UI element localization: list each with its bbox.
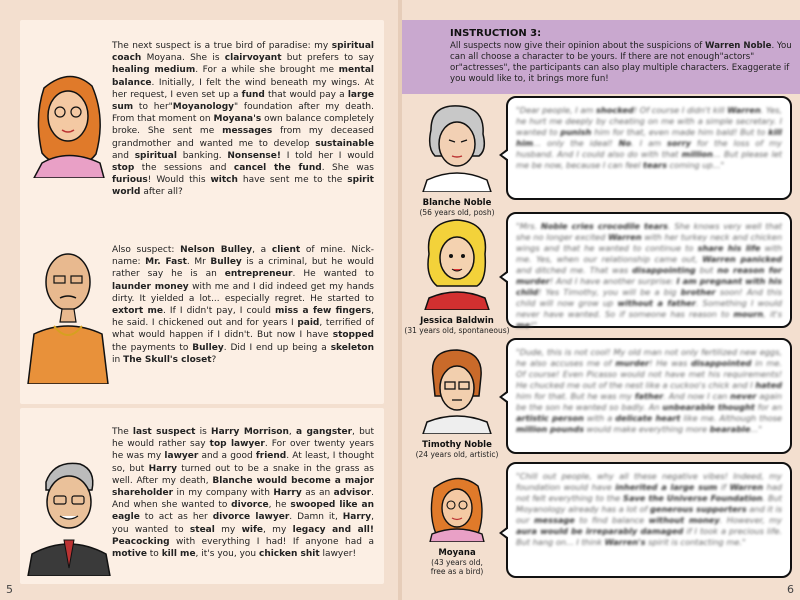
character-name: Jessica Baldwin (420, 316, 494, 326)
speech-bubble-timothy (506, 338, 792, 454)
timothy-noble-portrait (417, 342, 497, 434)
character-name: Moyana (438, 548, 476, 558)
character-description: (24 years old, artistic) (415, 450, 499, 459)
harry-morrison-portrait (24, 446, 112, 576)
speech-text-moyana: "Chill out people, why all these negative vibes! Indeed, my foundation would have inherited a large sum if Warren had not felt everything to the Save the Universe Foundation. But Moyanology already has a lot of generous supporters and it is our message to find balance without money. However, my aura would be irreparably damaged if I took a precious life. But hang on... I think Warren's spirit is contacting me." (516, 471, 782, 547)
character-timothy-noble (402, 342, 512, 459)
speech-text-timothy: "Dude, this is not cool! My old man not only fertilized new eggs, he also accuses me of murder! He was disappointed in me. Of course! Even Picasso would not have met his requirements! He chucked me out of the nest like a cuckoo's chick and I hated him for that. But he was my father. And now I can never again be the son he wanted so badly. An unbearable thought for an artistic person with a delicate heart like me. Although those million pounds would make everything more bearable..." (516, 347, 783, 434)
left-page (0, 0, 398, 600)
character-name: Timothy Noble (422, 440, 492, 450)
instruction-text: All suspects now give their opinion about the suspicions of Warren Noble. You can all choose a character to be yours. If there are not enough"actors" or"actresses", the participants can also play multiple characters. Exaggerate if you would like to, it brings more fun! (450, 41, 792, 84)
speech-bubble-blanche (506, 96, 792, 200)
speech-bubble-tail (499, 390, 508, 404)
character-description: (43 years old, free as a bird) (430, 558, 484, 576)
suspect-card-moyana (20, 20, 384, 220)
speech-bubble-tail (499, 148, 508, 162)
character-description: (31 years old, spontaneous) (404, 326, 510, 335)
suspect-text-moyana: The next suspect is a true bird of paradise: my spiritual coach Moyana. She is clairvoyant but prefers to say healing medium. For a while she brought me mental balance. Initially, I felt the wind beneath my wings. At her request, I even set up a fund that would pay a large sum to her"Moyanology" foundation after my death. From that moment on Moyana's own balance completely broke. She sent me messages from my deceased grandmother and wanted me to develop sustainable and spiritual banking. Nonsense! I told her I would stop the sessions and cancel the fund. She was furious! Would this witch have sent me to the spirit world after all? (112, 41, 375, 198)
character-description: (56 years old, posh) (419, 208, 495, 217)
speech-bubble-jessica (506, 212, 792, 328)
right-page (402, 0, 800, 600)
speech-bubble-tail (499, 270, 508, 284)
speech-text-blanche: "Dear people, I am shocked! Of course I didn't kill Warren. Yes, he hurt me deeply by cheating on me with a simple secretary. I wanted to punish him for that, even made him bald! But to kill him... only the ideal! No. I am sorry for the loss of my husband. And I could also do with that million... But please let me be now, because I can feel tears coming up..." (516, 105, 782, 170)
instruction-title: INSTRUCTION 3: (450, 28, 542, 39)
instruction-box (402, 20, 800, 94)
jessica-baldwin-portrait (417, 214, 497, 310)
suspect-text-nelson-bulley: Also suspect: Nelson Bulley, a client of mine. Nick-name: Mr. Fast. Mr Bulley is a criminal, but he would rather say he is an entrepreneur. He wanted to launder money with me and I did indeed get my hands dirty. It yielded a lot... especially regret. He started to extort me. If I didn't pay, I could miss a few fingers, he said. I chickened out and for years I paid, terrified of what would happen if I didn't. But now I have stopped the payments to Bulley. Did I end up being a skeleton in The Skull's closet? (112, 245, 374, 365)
speech-bubble-tail (499, 526, 508, 540)
moyana-small-portrait (422, 464, 492, 542)
speech-text-jessica: "Mrs. Noble cries crocodile tears. She knows very well that she no longer excited Warren with her turkey neck and chicken wings and that he wanted to continue to share his life with me. Yes, when our relationship came out, Warren panicked and ditched me. That was disappointing but no reason for murder! And I have another surprise: I am pregnant with his child! Yes Timothy, you will be a big brother soon! And this child will now grow up without a father. Something I would never have wanted. So if someone has reason to mourn, it's me!" (516, 221, 783, 330)
page-number-right: 6 (787, 583, 794, 596)
blanche-noble-portrait (417, 100, 497, 192)
character-blanche-noble (402, 100, 512, 217)
suspect-card-nelson-bulley (20, 214, 384, 404)
speech-bubble-moyana (506, 462, 792, 578)
moyana-portrait (24, 58, 112, 178)
page-number-left: 5 (6, 583, 13, 596)
character-name: Blanche Noble (422, 198, 492, 208)
character-jessica-baldwin (402, 214, 512, 335)
suspect-card-harry-morrison (20, 408, 384, 584)
nelson-bulley-portrait (24, 234, 112, 384)
character-moyana (402, 464, 512, 576)
suspect-text-harry-morrison: The last suspect is Harry Morrison, a gangster, but he would rather say top lawyer. For over twenty years he was my lawyer and a good friend. At least, I thought so, but Harry turned out to be a snake in the grass as well. After my death, Blanche would become a major shareholder in my company with Harry as an advisor. And when she wanted to divorce, he swooped like an eagle to act as her divorce lawyer. Damn it, Harry, you wanted to steal my wife, my legacy and all! Peacocking with everything I had! If anyone had a motive to kill me, it's you, you chicken shit lawyer! (112, 427, 375, 560)
